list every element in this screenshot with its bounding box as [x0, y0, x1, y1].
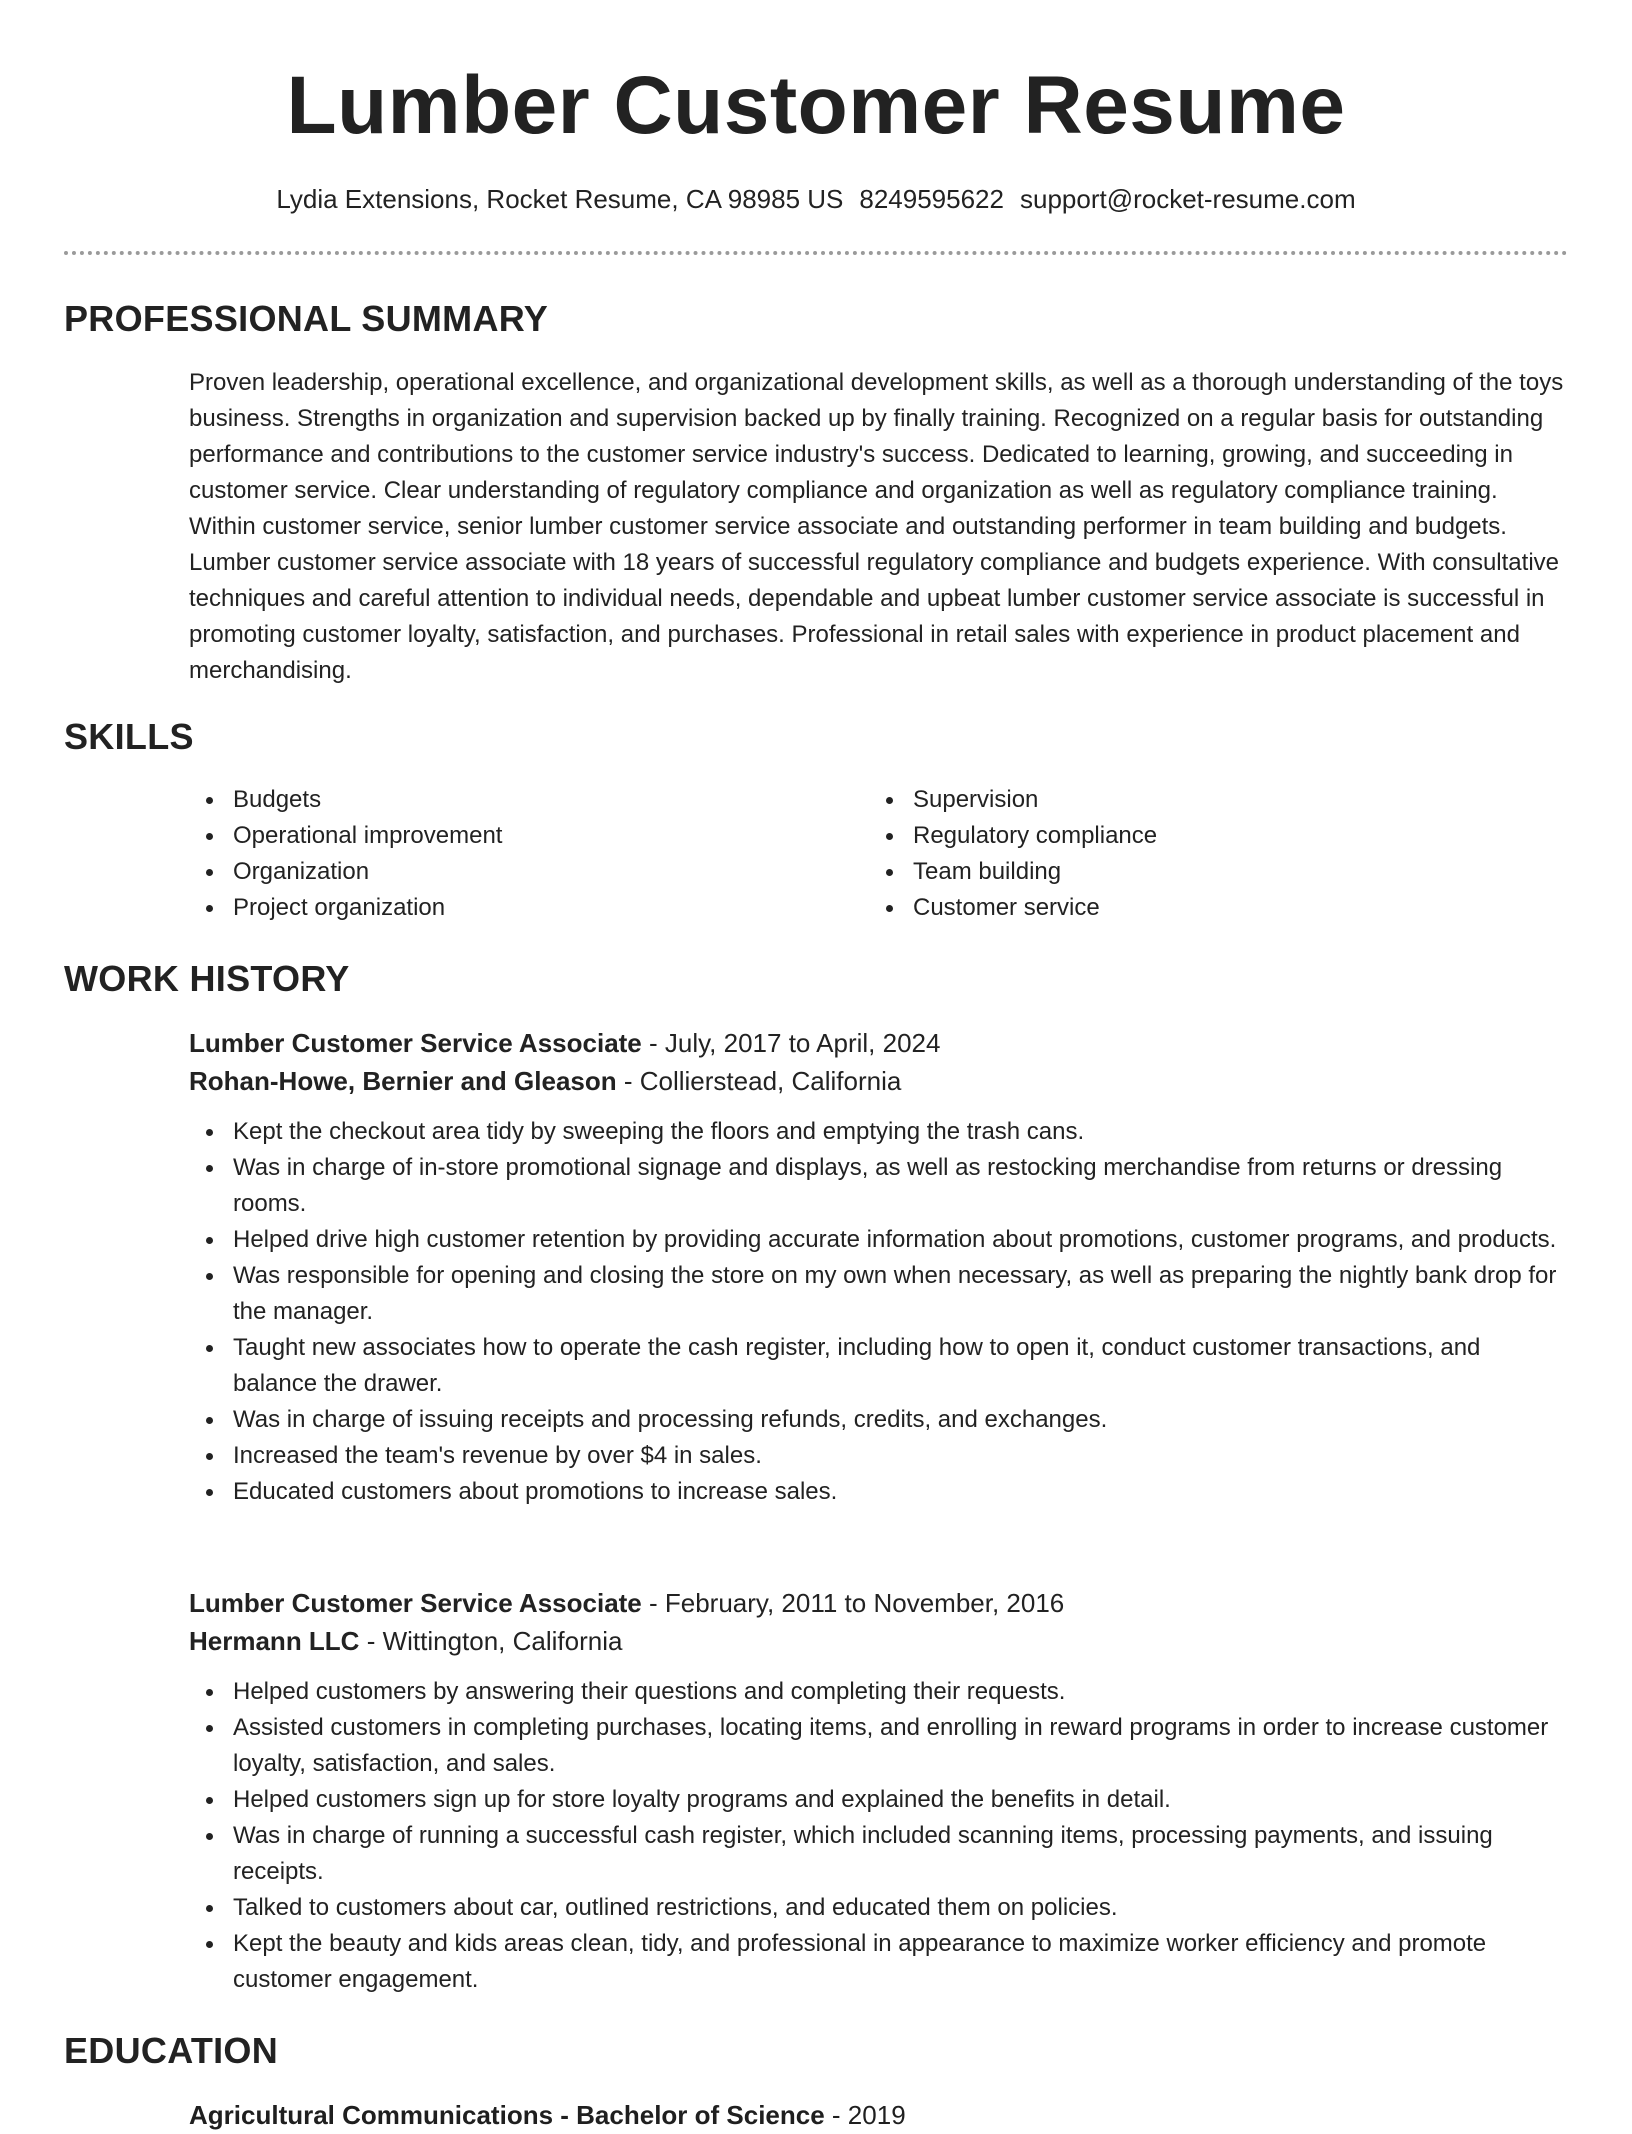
skills-list: [189, 782, 1569, 932]
contact-line: [0, 182, 1632, 216]
job-bullet: Assisted customers in completing purchases, locating items, and enrolling in reward programs in order to increase customer loyalty, satisfaction, and sales.: [189, 1710, 1569, 1782]
contact-phone: 8249595622: [859, 184, 1004, 214]
job-entry: [189, 1584, 1569, 1998]
skill-item: Regulatory compliance: [869, 818, 1157, 854]
job-dates: - July, 2017 to April, 2024: [641, 1028, 941, 1058]
job-entry: [189, 1024, 1569, 1510]
contact-address: Lydia Extensions, Rocket Resume, CA 98985 US: [276, 184, 844, 214]
skill-item: Supervision: [869, 782, 1157, 818]
job-title-line: [189, 1584, 1569, 1622]
job-bullet: Talked to customers about car, outlined restrictions, and educated them on policies.: [189, 1890, 1569, 1926]
skills-column-1: [189, 782, 502, 926]
job-title: Lumber Customer Service Associate: [189, 1588, 642, 1618]
job-company: Hermann LLC: [189, 1626, 360, 1656]
section-heading-skills: SKILLS: [64, 716, 194, 757]
skill-item: Organization: [189, 854, 502, 890]
header-divider: [64, 251, 1568, 255]
skill-item: Customer service: [869, 890, 1157, 926]
skill-item: Operational improvement: [189, 818, 502, 854]
contact-email: support@rocket-resume.com: [1019, 184, 1356, 214]
job-bullet: Kept the checkout area tidy by sweeping the floors and emptying the trash cans.: [189, 1114, 1569, 1150]
job-company-line: [189, 1622, 1569, 1660]
job-bullet: Helped drive high customer retention by providing accurate information about promotions, customer programs, and products.: [189, 1222, 1569, 1258]
education-school: Agricultural Communications: [189, 2100, 554, 2130]
job-bullet: Was in charge of in-store promotional signage and displays, as well as restocking merchandise from returns or dressing rooms.: [189, 1150, 1569, 1222]
job-bullet: Educated customers about promotions to increase sales.: [189, 1474, 1569, 1510]
skill-item: Project organization: [189, 890, 502, 926]
skill-item: Budgets: [189, 782, 502, 818]
job-bullet: Was in charge of running a successful cash register, which included scanning items, processing payments, and issuing receipts.: [189, 1818, 1569, 1890]
job-bullet: Kept the beauty and kids areas clean, tidy, and professional in appearance to maximize worker efficiency and promote customer engagement.: [189, 1926, 1569, 1998]
job-title-line: [189, 1024, 1569, 1062]
job-bullet: Increased the team's revenue by over $4 in sales.: [189, 1438, 1569, 1474]
job-bullet: Was responsible for opening and closing the store on my own when necessary, as well as preparing the nightly bank drop for the manager.: [189, 1258, 1569, 1330]
job-dates: - February, 2011 to November, 2016: [641, 1588, 1065, 1618]
education-degree: - Bachelor of Science: [553, 2100, 825, 2130]
job-bullet: Was in charge of issuing receipts and processing refunds, credits, and exchanges.: [189, 1402, 1569, 1438]
job-location: - Wittington, California: [359, 1626, 623, 1656]
job-company-line: [189, 1062, 1569, 1100]
job-company: Rohan-Howe, Bernier and Gleason: [189, 1066, 617, 1096]
skill-item: Team building: [869, 854, 1157, 890]
job-bullet: Taught new associates how to operate the cash register, including how to open it, conduct customer transactions, and balance the drawer.: [189, 1330, 1569, 1402]
section-heading-education: EDUCATION: [64, 2030, 279, 2071]
resume-title: Lumber Customer Resume: [286, 60, 1346, 151]
education-entry: [189, 2096, 906, 2134]
skills-column-2: [869, 782, 1157, 926]
job-bullet: Helped customers sign up for store loyalty programs and explained the benefits in detail.: [189, 1782, 1569, 1818]
section-heading-summary: PROFESSIONAL SUMMARY: [64, 298, 549, 339]
job-bullet: Helped customers by answering their questions and completing their requests.: [189, 1674, 1569, 1710]
job-location: - Collierstead, California: [616, 1066, 902, 1096]
job-bullets: [189, 1674, 1569, 1998]
education-year: - 2019: [824, 2100, 906, 2130]
job-title: Lumber Customer Service Associate: [189, 1028, 642, 1058]
summary-paragraph: Proven leadership, operational excellence, and organizational development skills, as well as a thorough understanding of the toys business. Strengths in organization and supervision backed up by finally training. Recognized on a regular basis for outstanding performance and contributions to the customer service industry's success. Dedicated to learning, growing, and succeeding in customer service. Clear understanding of regulatory compliance and organization as well as regulatory compliance training. Within customer service, senior lumber customer service associate and outstanding performer in team building and budgets. Lumber customer service associate with 18 years of successful regulatory compliance and budgets experience. With consultative techniques and careful attention to individual needs, dependable and upbeat lumber customer service associate is successful in promoting customer loyalty, satisfaction, and purchases. Professional in retail sales with experience in product placement and merchandising.: [189, 369, 1564, 684]
job-bullets: [189, 1114, 1569, 1510]
section-heading-work-history: WORK HISTORY: [64, 958, 350, 999]
